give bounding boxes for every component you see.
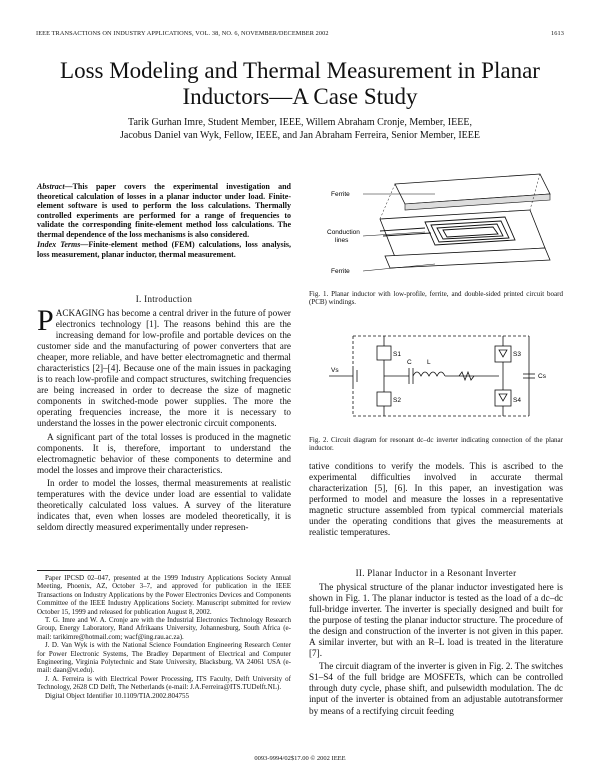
running-header	[36, 30, 564, 37]
footnote-rule	[37, 570, 101, 571]
fig2-label-cs: Cs	[538, 373, 546, 380]
section-2-body	[309, 582, 563, 719]
paper-title: Loss Modeling and Thermal Measurement in Planar Inductors—A Case Study	[60, 58, 540, 109]
section-heading-introduction: I. Introduction	[135, 294, 193, 304]
index-terms-label: Index Terms—	[37, 240, 89, 249]
abstract-label: Abstract—	[37, 182, 73, 191]
index-terms	[37, 240, 291, 259]
section-2-paragraph-1: The physical structure of the planar inductor investigated here is shown in Fig. 1. The planar inductor is tested as the load of a dc–dc full-bridge inverter. The inverter is specially designed and built for the purpose of testing the planar inductor structure. The procedure of the design and construction of the inverter is not given in this paper. A similar inverter, but with an R–L load is treated in the literature [7].	[309, 582, 563, 659]
figure-2-caption: Fig. 2. Circuit diagram for resonant dc–dc inverter indicating connection of the planar inductor.	[309, 436, 563, 453]
fig1-label-ferrite-top: Ferrite	[331, 191, 350, 198]
figure-2-circuit	[309, 316, 563, 428]
fig2-label-vs: Vs	[331, 367, 339, 374]
footnote-authors-2: J. D. Van Wyk is with the National Science Foundation Engineering Research Center for Power Electronic Systems, The Bradley Department of Electrical and Computer Engineering, Virginia Polytechnic and State University, Blacksburg, VA 24061 USA (e-mail: daan@vt.edu).	[37, 641, 291, 675]
footnote-received: Paper IPCSD 02–047, presented at the 1999 Industry Applications Society Annual Meeting, Phoenix, AZ, October 3–7, and approved for publication in the IEEE Transactions on Industry Applications by the Power Electronics Devices and Components Committee of the IEEE Industry Applications Society. Manuscript submitted for review October 15, 1999 and released for publication August 8, 2002.	[37, 574, 291, 616]
intro-paragraph-1	[37, 304, 291, 430]
author-line-2: Jacobus Daniel van Wyk, Fellow, IEEE, and Jan Abraham Ferreira, Senior Member, IEEE	[119, 130, 480, 141]
figure-1-planar-inductor	[325, 164, 560, 280]
fig2-label-s3: S3	[513, 351, 521, 358]
fig2-label-s2: S2	[393, 397, 401, 404]
footnotes	[37, 574, 291, 700]
intro-paragraph-3: In order to model the losses, thermal measurements at realistic temperatures with the device under load are essential to validate theoretically calculated loss values. A survey of the literature indicates that, even when losses are modeled theoretically, it is seldom directly measured experimentally under represen-	[37, 477, 291, 532]
index-terms-text: Finite-element method (FEM) calculations, loss analysis, loss measurement, planar inductor, thermal measurement.	[37, 240, 291, 259]
journal-name: IEEE TRANSACTIONS ON INDUSTRY APPLICATIONS, VOL. 38, NO. 6, NOVEMBER/DECEMBER 2002	[36, 30, 329, 37]
intro-paragraph-2: A significant part of the total losses is produced in the magnetic components. It is, therefore, important to understand the electromagnetic behavior of these components to determine and model the losses and improve their characteristics.	[37, 431, 291, 475]
page-number: 1613	[551, 30, 564, 37]
copyright-footer: 0093-9994/02$17.00 © 2002 IEEE	[254, 755, 346, 762]
author-line-1: Tarik Gurhan Imre, Student Member, IEEE, Willem Abraham Cronje, Member, IEEE,	[128, 117, 472, 128]
footnote-authors-1: T. G. Imre and W. A. Cronje are with the Industrial Electronics Technology Research Group, Energy Laboratory, Rand Afrikaans University, Johannesburg, South Africa (e-mail: tarikimre@hotmail.com; wacf@ing.rau.ac.za).	[37, 616, 291, 641]
section-heading-planar-inductor: II. Planar Inductor in a Resonant Inverter	[355, 568, 517, 578]
fig1-label-ferrite-bottom: Ferrite	[331, 268, 350, 275]
figure-1-caption: Fig. 1. Planar inductor with low-profile, ferrite, and double-sided printed circuit board (PCB) windings.	[309, 290, 563, 307]
fig1-label-conduction: Conduction	[327, 229, 360, 236]
fig2-label-s1: S1	[393, 351, 401, 358]
fig2-label-l: L	[427, 359, 431, 366]
drop-cap: P	[37, 304, 54, 337]
abstract-text: This paper covers the experimental investigation and theoretical calculation of losses in a planar inductor under load. Finite-element software is used to perform the loss calculations. Thermally controlled experiments are performed for a range of frequencies to validate the corresponding finite-element method loss calculations. The thermal dependence of the loss mechanisms is also considered.	[37, 182, 291, 239]
fig2-label-s4: S4	[513, 397, 521, 404]
abstract	[37, 182, 291, 240]
section-2-paragraph-2: The circuit diagram of the inverter is given in Fig. 2. The switches S1–S4 of the full bridge are MOSFETs, which can be controlled through duty cycle, phase shift, and pulsewidth modulation. The dc input of the inverter is obtained from an adjustable autotransformer by means of a rectifying circuit feeding	[309, 661, 563, 716]
introduction-body	[37, 304, 291, 535]
footnote-authors-3: J. A. Ferreira is with Electrical Power Processing, ITS Faculty, Delft University of Technology, 2628 CD Delft, The Netherlands (e-mail: J.A.Ferreira@ITS.TUDelft.NL).	[37, 674, 291, 692]
author-list	[40, 116, 560, 142]
footnote-doi: Digital Object Identifier 10.1109/TIA.2002.804755	[45, 691, 189, 700]
fig1-label-lines: lines	[335, 237, 349, 244]
intro-paragraph-1-text: ACKAGING has become a central driver in the future of power electronics technology [1]. The reasons behind this are the increasing demand for low-profile and portable devices on the customer side and the manufacturing of power converters that are cheaper, more reliable, and have better electromagnetic and thermal characteristics [2]–[4]. Because one of the main issues in packaging is to reach low-profile and compact structures, switching frequencies are being increased in order to decrease the size of magnetic components in switched-mode power supplies. The more the operating frequencies increase, the more it is necessary to understand the losses in the power electronic circuit components.	[37, 308, 291, 429]
fig2-label-c: C	[407, 359, 412, 366]
introduction-continued: tative conditions to verify the models. This is ascribed to the experimental difficulties involved in accurate thermal characterization [5], [6]. In this paper, an investigation was performed to model and measure the losses in a representative magnetic structure assembled from typical commercial materials under the operating conditions that gives the measurements at realistic temperatures.	[309, 461, 563, 538]
